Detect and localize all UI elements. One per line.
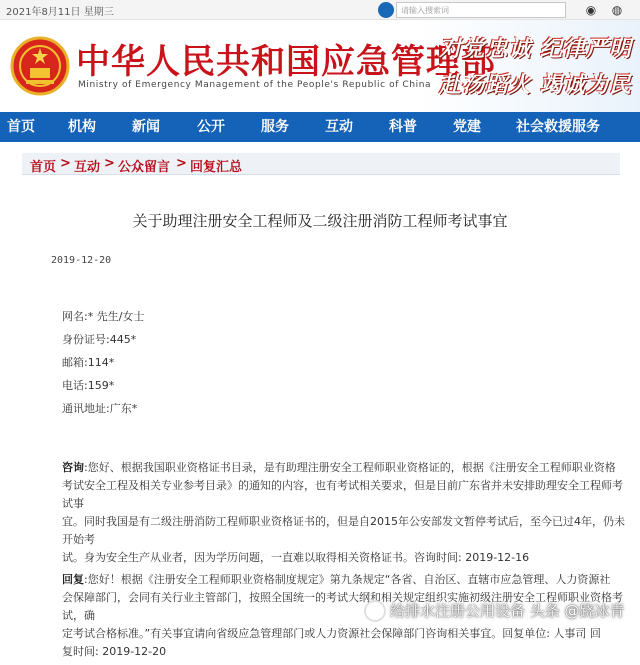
wechat-icon[interactable]: ◍ [611, 3, 623, 17]
site-banner [0, 20, 640, 112]
breadcrumb [22, 153, 620, 175]
breadcrumb-home[interactable]: 首页 [30, 160, 57, 175]
site-title: 中华人民共和国应急管理部 [76, 42, 496, 82]
current-date: 2021年8月11日 星期三 [6, 7, 114, 18]
breadcrumb-separator: > [104, 156, 115, 171]
nav-item-news[interactable]: 新闻 [132, 119, 160, 135]
article-title: 关于助理注册安全工程师及二级注册消防工程师考试事宜 [132, 212, 508, 230]
reply-line: 复时间: 2019-12-20 [62, 645, 167, 658]
nav-item-service[interactable]: 服务 [261, 119, 289, 135]
question-label: 咨询 [62, 461, 84, 474]
reply-line: 会保障部门，会同有关行业主管部门，按照全国统一的考试大纲和相关规定组织实施初级注册安全工程师职业资格考试，确 [62, 591, 623, 622]
question-line: 宜。同时我国是有二级注册消防工程师职业资格证书的，但是自2015年公安部发文暂停考试后，至今已过4年，仍未开始考 [62, 515, 625, 546]
search-logo-icon [378, 2, 394, 18]
breadcrumb-interact[interactable]: 互动 [74, 160, 101, 175]
field-nickname: 网名:* 先生/女士 [62, 310, 145, 323]
nav-item-science[interactable]: 科普 [389, 119, 417, 135]
question-line: 试。身为安全生产从业者，因为学历问题，一直难以取得相关资格证书。咨询时间: 2019-12-16 [62, 551, 530, 564]
article-date: 2019-12-20 [51, 255, 112, 266]
question-line: :您好、根据我国职业资格证书目录，是有助理注册安全工程师职业资格证的，根据《注册安全工程师职业资格 [84, 461, 616, 474]
weibo-icon[interactable]: ◉ [585, 3, 597, 17]
nav-item-party[interactable]: 党建 [453, 119, 481, 135]
breadcrumb-separator: > [60, 156, 71, 171]
national-emblem-icon [10, 36, 70, 96]
search-input[interactable]: 请输入搜索词 [396, 2, 566, 18]
field-id-number: 身份证号:445* [62, 333, 137, 346]
question-line: 考试安全工程及相关专业参考目录》的通知的内容，也有考试相关要求，但是目前广东省并未安排助理安全工程师考试事 [62, 479, 623, 510]
watermark-text: 给排水注册公用设备 头条 @跷冰青 [390, 602, 625, 620]
breadcrumb-messages[interactable]: 公众留言 [118, 160, 171, 175]
reply-line: :您好！根据《注册安全工程师职业资格制度规定》第九条规定“各省、自治区、直辖市应急管理、人力资源社 [84, 573, 611, 586]
breadcrumb-replies[interactable]: 回复汇总 [190, 160, 243, 175]
slogan-line-2: 赴汤蹈火 竭诚为民 [439, 72, 632, 98]
slogan-line-1: 对党忠诚 纪律严明 [439, 36, 632, 62]
reply-label: 回复 [62, 573, 84, 586]
nav-item-org[interactable]: 机构 [68, 119, 96, 135]
question-paragraph [62, 459, 630, 567]
nav-item-interact[interactable]: 互动 [325, 119, 353, 135]
top-bar [0, 0, 640, 20]
site-subtitle: Ministry of Emergency Management of the People's Republic of China [78, 80, 432, 90]
nav-item-public[interactable]: 公开 [197, 119, 225, 135]
nav-item-rescue[interactable]: 社会救援服务 [516, 119, 600, 135]
reply-line: 定考试合格标准。”有关事宜请向省级应急管理部门或人力资源社会保障部门咨询相关事宜。回复单位: 人事司 回 [62, 627, 601, 640]
breadcrumb-separator: > [176, 156, 187, 171]
nav-item-home[interactable]: 首页 [7, 119, 35, 135]
main-nav [0, 112, 640, 142]
field-email: 邮箱:114* [62, 356, 115, 369]
field-address: 通讯地址:广东* [62, 402, 138, 415]
field-phone: 电话:159* [62, 379, 115, 392]
